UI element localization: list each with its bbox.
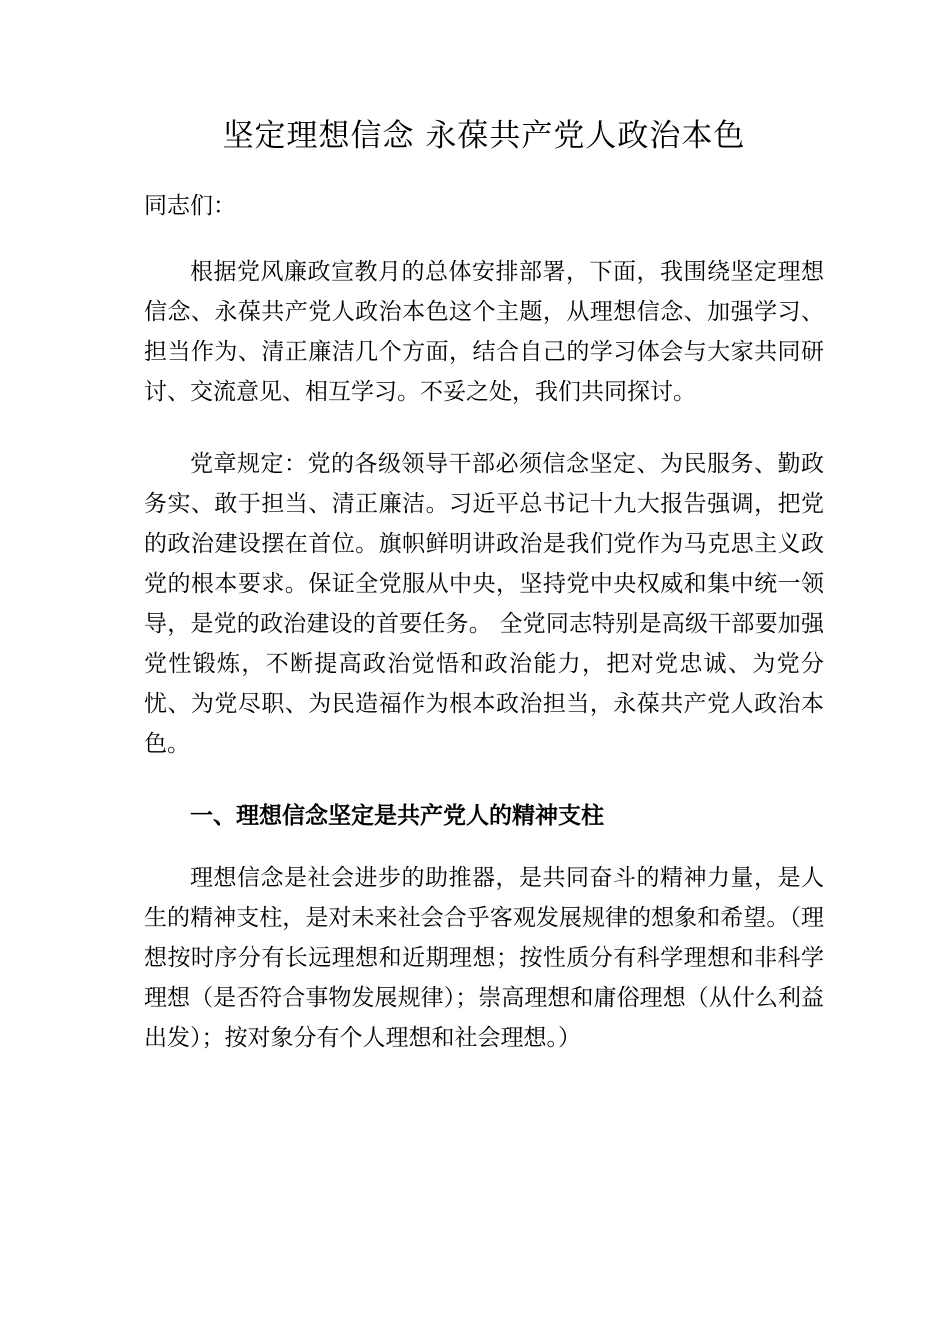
party-constitution-paragraph: 党章规定：党的各级领导干部必须信念坚定、为民服务、勤政务实、敢于担当、清正廉洁。习近平总书记十九大报告强调，把党的政治建设摆在首位。旗帜鲜明讲政治是我们党作为马克思主义政党的根本要求。保证全党服从中央，坚持党中央权威和集中统一领导，是党的政治建设的首要任务。 全党同志特别是高级干部要加强党性锻炼，不断提高政治觉悟和政治能力，把对党忠诚、为党分忧、为党尽职、为民造福作为根本政治担当，永葆共产党人政治本色。 xyxy=(144,451,824,757)
section-paragraph: 理想信念是社会进步的助推器，是共同奋斗的精神力量，是人生的精神支柱，是对未来社会合乎客观发展规律的想象和希望。（理想按时序分有长远理想和近期理想；按性质分有科学理想和非科学理想（是否符合事物发展规律）；崇高理想和庸俗理想（从什么利益出发）；按对象分有个人理想和社会理想。） xyxy=(144,865,824,1051)
intro-paragraph: 根据党风廉政宣教月的总体安排部署，下面，我围绕坚定理想信念、永葆共产党人政治本色这个主题，从理想信念、加强学习、担当作为、清正廉洁几个方面，结合自己的学习体会与大家共同研讨、交流意见、相互学习。不妥之处，我们共同探讨。 xyxy=(144,259,824,405)
section-heading: 一、理想信念坚定是共产党人的精神支柱 xyxy=(190,803,604,829)
salutation: 同志们： xyxy=(144,193,236,219)
document-body xyxy=(144,112,824,1090)
document-title: 坚定理想信念 永葆共产党人政治本色 xyxy=(222,118,746,154)
